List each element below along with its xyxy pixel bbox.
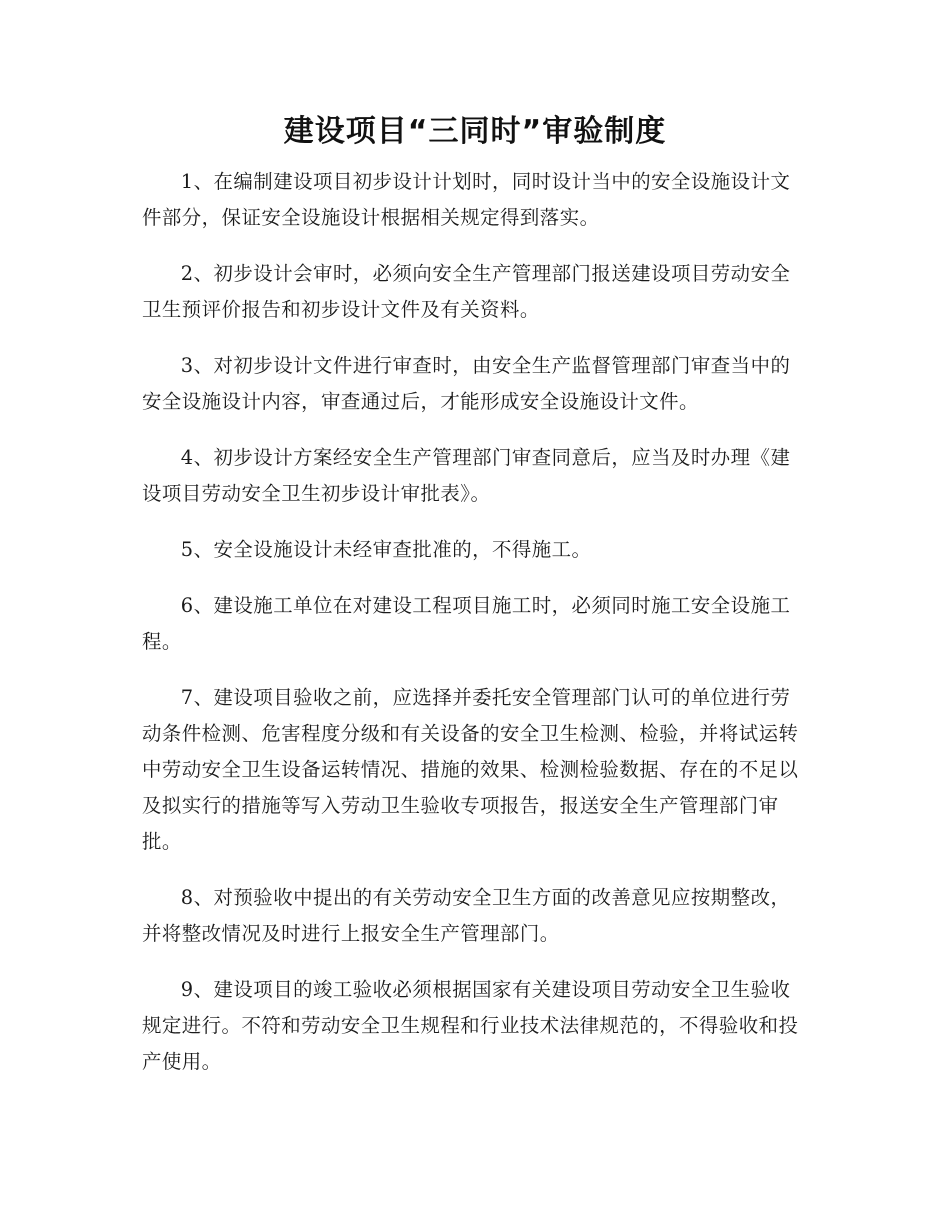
document-title: 建设项目“三同时”审验制度 xyxy=(283,114,667,149)
paragraph-1: 1、在编制建设项目初步设计计划时，同时设计当中的安全设施设计文件部分，保证安全设施设计根据相关规定得到落实。 xyxy=(142,170,791,229)
paragraph-4: 4、初步设计方案经安全生产管理部门审查同意后，应当及时办理《建设项目劳动安全卫生初步设计审批表》。 xyxy=(142,446,791,505)
document-body xyxy=(142,164,806,1100)
paragraph-9: 9、建设项目的竣工验收必须根据国家有关建设项目劳动安全卫生验收规定进行。不符和劳动安全卫生规程和行业技术法律规范的，不得验收和投产使用。 xyxy=(142,978,799,1073)
paragraph-2: 2、初步设计会审时，必须向安全生产管理部门报送建设项目劳动安全卫生预评价报告和初步设计文件及有关资料。 xyxy=(142,262,791,321)
paragraph-8: 8、对预验收中提出的有关劳动安全卫生方面的改善意见应按期整改，并将整改情况及时进行上报安全生产管理部门。 xyxy=(142,886,791,945)
paragraph-7: 7、建设项目验收之前，应选择并委托安全管理部门认可的单位进行劳动条件检测、危害程度分级和有关设备的安全卫生检测、检验，并将试运转中劳动安全卫生设备运转情况、措施的效果、检测检验数据、存在的不足以及拟实行的措施等写入劳动卫生验收专项报告，报送安全生产管理部门审批。 xyxy=(142,686,799,853)
paragraph-6: 6、建设施工单位在对建设工程项目施工时，必须同时施工安全设施工程。 xyxy=(142,594,791,653)
paragraph-3: 3、对初步设计文件进行审查时，由安全生产监督管理部门审查当中的安全设施设计内容，审查通过后，才能形成安全设施设计文件。 xyxy=(142,354,791,413)
paragraph-5: 5、安全设施设计未经审查批准的，不得施工。 xyxy=(180,538,592,561)
